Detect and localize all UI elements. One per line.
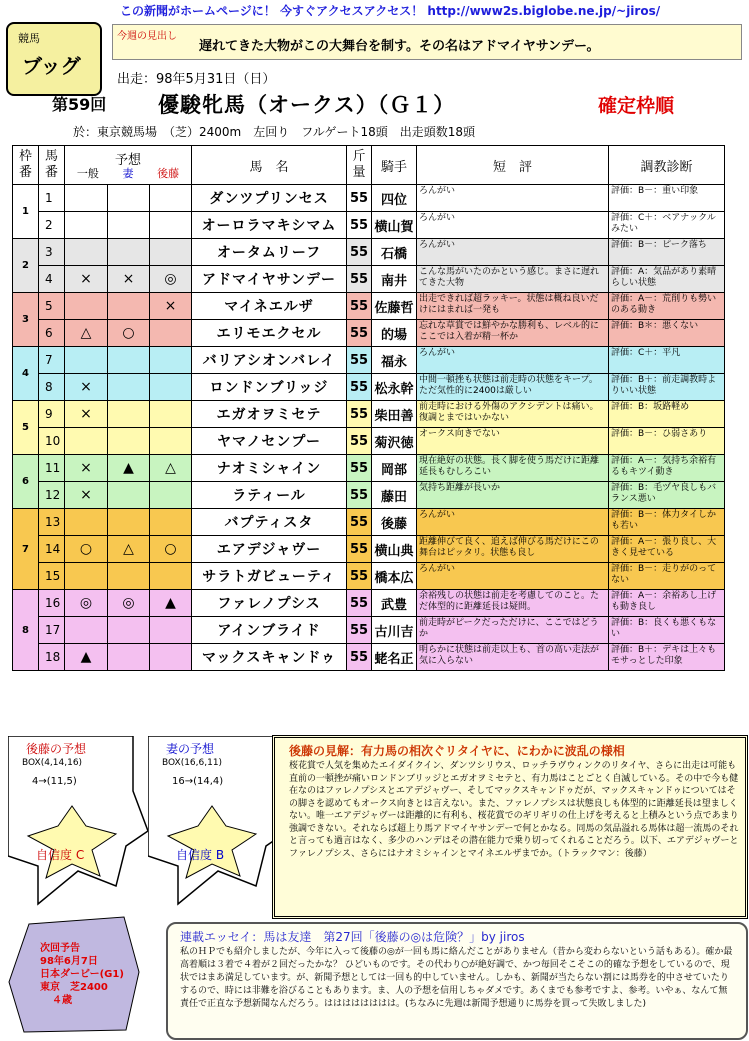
header-name: 馬 名 — [192, 146, 347, 185]
mark-general — [65, 428, 108, 455]
header-yoso-goto: 後藤 — [157, 167, 180, 180]
mark-wife — [108, 212, 150, 239]
header-waku: 枠番 — [13, 146, 39, 185]
weight: 55 — [347, 293, 372, 320]
wife-prediction — [148, 736, 288, 906]
table-row — [13, 563, 725, 590]
horse-number: 5 — [39, 293, 65, 320]
mark-wife: × — [108, 266, 150, 293]
short-comment: 余裕残しの状態は前走を考慮してのこと。ただ体型的に距離延長は疑問。 — [417, 590, 609, 617]
mark-wife — [108, 563, 150, 590]
horse-number: 15 — [39, 563, 65, 590]
table-row — [13, 428, 725, 455]
mark-wife — [108, 482, 150, 509]
training-evaluation: 評価：A－：張り良し、大きく見せている — [609, 536, 725, 563]
mark-goto — [150, 185, 192, 212]
waku-number: 2 — [13, 239, 39, 293]
horse-number: 17 — [39, 617, 65, 644]
mark-general: × — [65, 482, 108, 509]
horse-number: 16 — [39, 590, 65, 617]
table-row — [13, 644, 725, 671]
weight: 55 — [347, 482, 372, 509]
weight: 55 — [347, 644, 372, 671]
mark-wife: ▲ — [108, 455, 150, 482]
mark-goto: ◎ — [150, 266, 192, 293]
mark-goto — [150, 428, 192, 455]
horse-number: 1 — [39, 185, 65, 212]
weight: 55 — [347, 455, 372, 482]
mark-goto: ▲ — [150, 590, 192, 617]
analysis-body: 桜花賞で人気を集めたエイダイクイン、ダンツシリウス、ロッチラヴウィンクのリタイヤ、さらに出走は可能も直前の一頓挫が痛いロンドンブリッジとエガオヲミセテと、有力馬はことごとく自滅している。その中で今も健在なのはファレノプシスとエアデジャヴー、そしてマックスキャンドゥだが、マックスキャンドゥについてはその脚さを認めてもオークス向きとは言えない。また、ファレノプシスは状態良しも体型的に距離延長は望ましくない。唯一エアデジャヴーは距離的に有利も、桜花賞でのギリギリの仕上げを考えると上積みという点であまり強調できない。それならば超上り馬アドマイヤサンデーで何とかなる。同馬の気品溢れる馬体は超一流馬のそれと言っても過言はなく、多少のハンデはその潜在能力で乗り切ってくれることだろう。以下、エアデジャヴーとファレノプシス、さらにはナオミシャインとマイネエルザまでか。（トラックマン：後藤） — [289, 761, 739, 859]
mark-general: × — [65, 401, 108, 428]
mark-general — [65, 239, 108, 266]
horse-name: エガオヲミセテ — [192, 401, 347, 428]
mark-general: ○ — [65, 536, 108, 563]
table-row — [13, 509, 725, 536]
mark-goto — [150, 239, 192, 266]
short-comment: 明らかに状態は前走以上も、首の高い走法が気に入らない — [417, 644, 609, 671]
jockey-name: 岡部 — [372, 455, 417, 482]
next-race-badge — [4, 912, 144, 1037]
horse-name: ラティール — [192, 482, 347, 509]
waku-number: 1 — [13, 185, 39, 239]
horse-number: 11 — [39, 455, 65, 482]
horse-number: 4 — [39, 266, 65, 293]
training-evaluation: 評価：A：気品があり素晴らしい状態 — [609, 266, 725, 293]
short-comment: ろんがい — [417, 239, 609, 266]
next-race-line: 次回予告 — [40, 943, 80, 954]
table-row — [13, 239, 725, 266]
horse-name: ロンドンブリッジ — [192, 374, 347, 401]
short-comment: ろんがい — [417, 563, 609, 590]
training-evaluation: 評価：B－：ひ弱さあり — [609, 428, 725, 455]
jockey-name: 古川吉 — [372, 617, 417, 644]
short-comment: 前走時がピークだっただけに、ここではどうか — [417, 617, 609, 644]
training-evaluation: 評価：B－：ピーク落ち — [609, 239, 725, 266]
training-evaluation: 評価：B：良くも悪くもない — [609, 617, 725, 644]
mark-goto: △ — [150, 455, 192, 482]
mark-wife: ◎ — [108, 590, 150, 617]
analysis-box — [272, 735, 748, 919]
table-row — [13, 320, 725, 347]
jockey-name: 後藤 — [372, 509, 417, 536]
goto-confidence: 自信度 C — [36, 848, 85, 862]
mark-general: ◎ — [65, 590, 108, 617]
weight: 55 — [347, 617, 372, 644]
training-evaluation: 評価：A－：気持ち余裕有るもキツイ動き — [609, 455, 725, 482]
mark-goto — [150, 212, 192, 239]
headline-label: 今週の見出し — [117, 31, 177, 42]
horse-number: 13 — [39, 509, 65, 536]
short-comment: 前走時における外傷のアクシデントは痛い。復調とまではいかない — [417, 401, 609, 428]
top-banner[interactable]: この新聞がホームページに！ 今すぐアクセスアクセス！ http://www2s.biglobe.ne.jp/~jiros/ — [120, 4, 661, 18]
weight: 55 — [347, 185, 372, 212]
table-row — [13, 401, 725, 428]
mark-general: × — [65, 374, 108, 401]
horse-number: 9 — [39, 401, 65, 428]
table-row — [13, 347, 725, 374]
weight: 55 — [347, 266, 372, 293]
short-comment: 出走できれば超ラッキー。状態は概ね良いだけにはまれば一発も — [417, 293, 609, 320]
mark-wife — [108, 347, 150, 374]
table-row — [13, 293, 725, 320]
mark-general — [65, 293, 108, 320]
training-evaluation: 評価：A－：余裕あし上げも動き良し — [609, 590, 725, 617]
analysis-title: 後藤の見解：有力馬の相次ぐリタイヤに、にわかに波乱の様相 — [289, 744, 625, 758]
jockey-name: 松永幹 — [372, 374, 417, 401]
table-row — [13, 266, 725, 293]
horse-name: マックスキャンドゥ — [192, 644, 347, 671]
race-number: 第59回 — [52, 95, 107, 114]
mark-goto — [150, 320, 192, 347]
mark-wife — [108, 401, 150, 428]
mark-wife — [108, 185, 150, 212]
mark-general — [65, 617, 108, 644]
goto-prediction-box: BOX(4,14,16) — [22, 758, 83, 768]
horse-name: アドマイヤサンデー — [192, 266, 347, 293]
goto-prediction-formation: 4→(11,5) — [32, 776, 77, 787]
mark-goto — [150, 401, 192, 428]
short-comment: 中間一頓挫も状態は前走時の状態をキープ。ただ気性的に2400は厳しい — [417, 374, 609, 401]
mark-general — [65, 563, 108, 590]
short-comment: オークス向きでない — [417, 428, 609, 455]
goto-prediction-title: 後藤の予想 — [26, 742, 87, 756]
horse-name: バプティスタ — [192, 509, 347, 536]
mark-wife — [108, 509, 150, 536]
weight: 55 — [347, 536, 372, 563]
horse-number: 8 — [39, 374, 65, 401]
mark-goto — [150, 617, 192, 644]
mark-wife: △ — [108, 536, 150, 563]
training-evaluation: 評価：A－：荒削りも勢いのある動き — [609, 293, 725, 320]
table-row — [13, 185, 725, 212]
mark-goto — [150, 563, 192, 590]
short-comment: 現在絶好の状態。長く脚を使う馬だけに距離延長もむしろこい — [417, 455, 609, 482]
mark-goto — [150, 347, 192, 374]
training-evaluation: 評価：B＋：前走調教時よりいい状態 — [609, 374, 725, 401]
race-date: 出走：98年5月31日（日） — [117, 72, 276, 87]
waku-number: 5 — [13, 401, 39, 455]
weight: 55 — [347, 239, 372, 266]
weight: 55 — [347, 320, 372, 347]
horse-name: サラトガビューティ — [192, 563, 347, 590]
header-kin: 斤量 — [347, 146, 372, 185]
training-evaluation: 評価：C＋：ベアナックルみたい — [609, 212, 725, 239]
horse-name: オータムリーフ — [192, 239, 347, 266]
training-evaluation: 評価：C＋：平凡 — [609, 347, 725, 374]
entry-table — [12, 145, 725, 671]
table-row — [13, 590, 725, 617]
short-comment: ろんがい — [417, 185, 609, 212]
mark-general: ▲ — [65, 644, 108, 671]
waku-number: 7 — [13, 509, 39, 590]
mark-general: × — [65, 455, 108, 482]
essay-body: 私のＨＰでも紹介しましたが、今年に入って後藤の◎が一回も馬に絡んだことがありません（昔から変わらないという話もある）。確か最高着順は３着で４着が２回だったかな？ ひどいものです。その代わり○が絶好調で、かつ毎回そこそこの的確な予想をしているので、現状ではまあ満足しています。が、新聞予想としては一回も的中していません。しかも、新聞が当たらない割には馬券を的中させていたりするので、時には非難を浴びることもあります。ま、人の予想を信用しちゃダメです。あくまでも参考ですよ、参考。いやぁ、なんて無責任で正直な予想新聞なんだろう。はははははははは。(ちなみに先週は新聞予想通りに馬券を買って失敗しました) — [180, 947, 733, 1009]
next-race-line: 98年6月7日 — [40, 956, 98, 967]
short-comment: ろんがい — [417, 212, 609, 239]
race-name: 優駿牝馬（オークス）（Ｇ１） — [158, 93, 456, 117]
mark-goto — [150, 509, 192, 536]
weight: 55 — [347, 509, 372, 536]
horse-number: 3 — [39, 239, 65, 266]
jockey-name: 福永 — [372, 347, 417, 374]
wife-prediction-title: 妻の予想 — [166, 742, 215, 756]
horse-number: 10 — [39, 428, 65, 455]
horse-number: 14 — [39, 536, 65, 563]
jockey-name: 南井 — [372, 266, 417, 293]
mark-general: △ — [65, 320, 108, 347]
short-comment: こんな馬がいたのかという感じ。まさに遅れてきた大物 — [417, 266, 609, 293]
jockey-name: 藤田 — [372, 482, 417, 509]
weight: 55 — [347, 563, 372, 590]
mark-goto — [150, 644, 192, 671]
table-row — [13, 374, 725, 401]
horse-number: 6 — [39, 320, 65, 347]
header-yoso-label: 予想 — [114, 152, 141, 168]
mark-wife — [108, 374, 150, 401]
wife-prediction-formation: 16→(14,4) — [172, 776, 224, 787]
jockey-name: 横山賀 — [372, 212, 417, 239]
logo-line1: 競馬 — [18, 32, 40, 45]
next-race-line: 日本ダービー(G1) — [40, 969, 124, 980]
short-comment: 忘れな草賞では鮮やかな勝利も、レベル的にここでは入着が精一杯か — [417, 320, 609, 347]
horse-number: 2 — [39, 212, 65, 239]
mark-general — [65, 509, 108, 536]
headline-text: 遅れてきた大物がこの大舞台を制す。その名はアドマイヤサンデー。 — [199, 39, 600, 54]
horse-name: ナオミシャイン — [192, 455, 347, 482]
essay-box — [166, 922, 748, 1040]
training-evaluation: 評価：B：毛ヅヤ良しもバランス悪い — [609, 482, 725, 509]
training-evaluation: 評価：B＊：悪くない — [609, 320, 725, 347]
waku-number: 8 — [13, 590, 39, 671]
jockey-name: 横山典 — [372, 536, 417, 563]
table-row — [13, 212, 725, 239]
header-uma: 馬番 — [39, 146, 65, 185]
horse-name: オーロラマキシマム — [192, 212, 347, 239]
waku-number: 3 — [13, 293, 39, 347]
header-yoso-wife: 妻 — [122, 167, 134, 180]
horse-name: ファレノプシス — [192, 590, 347, 617]
waku-number: 6 — [13, 455, 39, 509]
mark-general: × — [65, 266, 108, 293]
table-row — [13, 536, 725, 563]
horse-name: マイネエルザ — [192, 293, 347, 320]
waku-number: 4 — [13, 347, 39, 401]
training-evaluation: 評価：B＋：デキは上々もモサっとした印象 — [609, 644, 725, 671]
next-race-line: 東京 芝2400 — [40, 982, 108, 993]
mark-general — [65, 185, 108, 212]
weight: 55 — [347, 428, 372, 455]
jockey-name: 四位 — [372, 185, 417, 212]
horse-number: 18 — [39, 644, 65, 671]
header-tanpyo: 短 評 — [417, 146, 609, 185]
horse-name: エリモエクセル — [192, 320, 347, 347]
short-comment: ろんがい — [417, 509, 609, 536]
horse-name: エアデジャヴー — [192, 536, 347, 563]
training-evaluation: 評価：B：坂路軽め — [609, 401, 725, 428]
mark-goto: ○ — [150, 536, 192, 563]
jockey-name: 佐藤哲 — [372, 293, 417, 320]
essay-title: 連載エッセイ：馬は友達 第27回「後藤の◎は危険？」by jiros — [180, 930, 525, 944]
horse-name: ダンツプリンセス — [192, 185, 347, 212]
mark-wife: ○ — [108, 320, 150, 347]
mark-wife — [108, 617, 150, 644]
jockey-name: 柴田善 — [372, 401, 417, 428]
mark-general — [65, 212, 108, 239]
short-comment: 気持ち距離が長いか — [417, 482, 609, 509]
weight: 55 — [347, 212, 372, 239]
header-yoso-general: 一般 — [76, 167, 99, 180]
status-label: 確定枠順 — [598, 95, 675, 117]
training-evaluation: 評価：B－：走りがのってない — [609, 563, 725, 590]
training-evaluation: 評価：B－：重い印象 — [609, 185, 725, 212]
short-comment: ろんがい — [417, 347, 609, 374]
wife-confidence: 自信度 B — [176, 848, 225, 862]
logo — [6, 22, 102, 96]
weight: 55 — [347, 374, 372, 401]
mark-goto: × — [150, 293, 192, 320]
mark-wife — [108, 644, 150, 671]
table-row — [13, 482, 725, 509]
table-row — [13, 455, 725, 482]
weight: 55 — [347, 347, 372, 374]
jockey-name: 蛯名正 — [372, 644, 417, 671]
headline-box — [112, 24, 742, 60]
weight: 55 — [347, 401, 372, 428]
horse-name: バリアシオンバレイ — [192, 347, 347, 374]
table-row — [13, 617, 725, 644]
jockey-name: 石橋 — [372, 239, 417, 266]
jockey-name: 的場 — [372, 320, 417, 347]
header-jockey: 騎手 — [372, 146, 417, 185]
jockey-name: 橋本広 — [372, 563, 417, 590]
header-yoso — [65, 146, 192, 185]
venue-info: 於：東京競馬場 （芝）2400m 左回り フルゲート18頭 出走頭数18頭 — [73, 125, 476, 139]
horse-number: 12 — [39, 482, 65, 509]
jockey-name: 菊沢徳 — [372, 428, 417, 455]
weight: 55 — [347, 590, 372, 617]
mark-wife — [108, 293, 150, 320]
next-race-text — [40, 942, 124, 1007]
short-comment: 距離伸びて良く、追えば伸びる馬だけにこの舞台はピッタリ。状態も良し — [417, 536, 609, 563]
next-race-line: ４歳 — [52, 995, 72, 1006]
training-evaluation: 評価：B－：体力タイしかも若い — [609, 509, 725, 536]
horse-number: 7 — [39, 347, 65, 374]
horse-name: アインブライド — [192, 617, 347, 644]
jockey-name: 武豊 — [372, 590, 417, 617]
mark-goto — [150, 482, 192, 509]
goto-prediction — [8, 736, 148, 906]
mark-wife — [108, 428, 150, 455]
header-chokyo: 調教診断 — [609, 146, 725, 185]
mark-wife — [108, 239, 150, 266]
horse-name: ヤマノセンプー — [192, 428, 347, 455]
logo-line2: ブッグ — [22, 54, 81, 78]
wife-prediction-box: BOX(16,6,11) — [162, 758, 223, 768]
mark-goto — [150, 374, 192, 401]
mark-general — [65, 347, 108, 374]
